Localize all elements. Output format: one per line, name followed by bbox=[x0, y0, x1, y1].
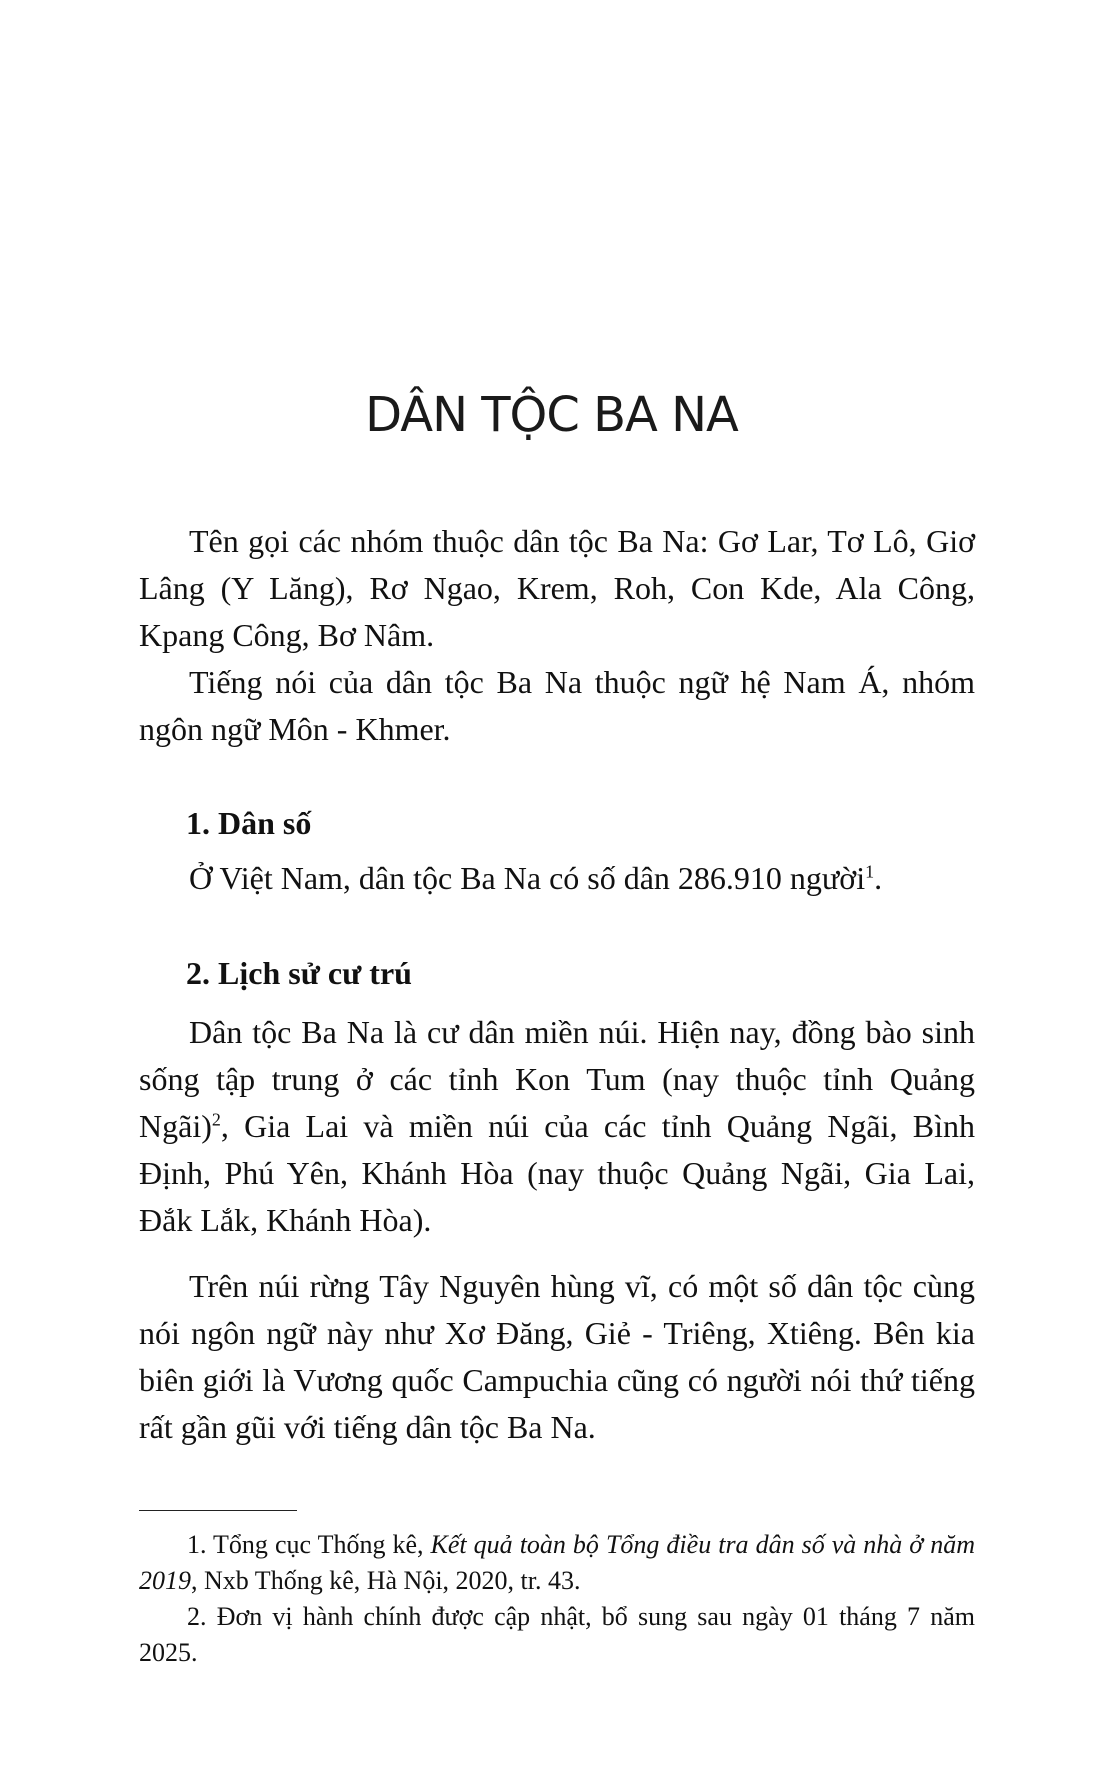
footnote-2: 2. Đơn vị hành chính được cập nhật, bổ sung sau ngày 01 tháng 7 năm 2025. bbox=[139, 1602, 975, 1667]
intro-paragraph-groups: Tên gọi các nhóm thuộc dân tộc Ba Na: Gơ Lar, Tơ Lô, Giơ Lâng (Y Lăng), Rơ Ngao, Krem, Roh, Con Kde, Ala Công, Kpang Công, Bơ Nâm. bbox=[139, 523, 975, 653]
footnote-1-suffix: , Nxb Thống kê, Hà Nội, 2020, tr. 43. bbox=[191, 1566, 581, 1595]
history-text-b: , Gia Lai và miền núi của các tỉnh Quảng Ngãi, Bình Định, Phú Yên, Khánh Hòa (nay thuộc Quảng Ngãi, Gia Lai, Đắk Lắk, Khánh Hòa). bbox=[139, 1108, 975, 1238]
history-paragraph-residence bbox=[139, 1009, 975, 1244]
footnote-1 bbox=[139, 1527, 975, 1599]
history-text-a: Dân tộc Ba Na là cư dân miền núi. Hiện nay, đồng bào sinh sống tập trung ở các tỉnh Kon Tum (nay thuộc tỉnh Quảng Ngãi) bbox=[139, 1014, 975, 1144]
footnote-1-prefix: 1. Tổng cục Thống kê, bbox=[187, 1530, 431, 1559]
population-text: Ở Việt Nam, dân tộc Ba Na có số dân 286.910 người bbox=[189, 860, 866, 896]
footnote-ref-1: 1 bbox=[865, 861, 875, 882]
history-paragraph-language-neighbors: Trên núi rừng Tây Nguyên hùng vĩ, có một số dân tộc cùng nói ngôn ngữ này như Xơ Đăng, Giẻ - Triêng, Xtiêng. Bên kia biên giới là Vương quốc Campuchia cũng có người nói thứ tiếng rất gần gũi với tiếng dân tộc Ba Na. bbox=[139, 1268, 975, 1445]
population-paragraph bbox=[139, 855, 975, 902]
page-title: DÂN TỘC BA NA bbox=[365, 387, 738, 443]
footnote-1-title: Kết quả toàn bộ Tổng điều tra dân số và nhà ở năm 2019 bbox=[139, 1530, 975, 1595]
section-heading-population: 1. Dân số bbox=[186, 805, 312, 841]
footnote-divider bbox=[139, 1510, 297, 1511]
section-heading-history: 2. Lịch sử cư trú bbox=[186, 955, 412, 991]
population-end: . bbox=[874, 860, 883, 896]
intro-paragraph-language: Tiếng nói của dân tộc Ba Na thuộc ngữ hệ Nam Á, nhóm ngôn ngữ Môn - Khmer. bbox=[139, 664, 975, 747]
footnote-ref-2: 2 bbox=[211, 1109, 221, 1130]
